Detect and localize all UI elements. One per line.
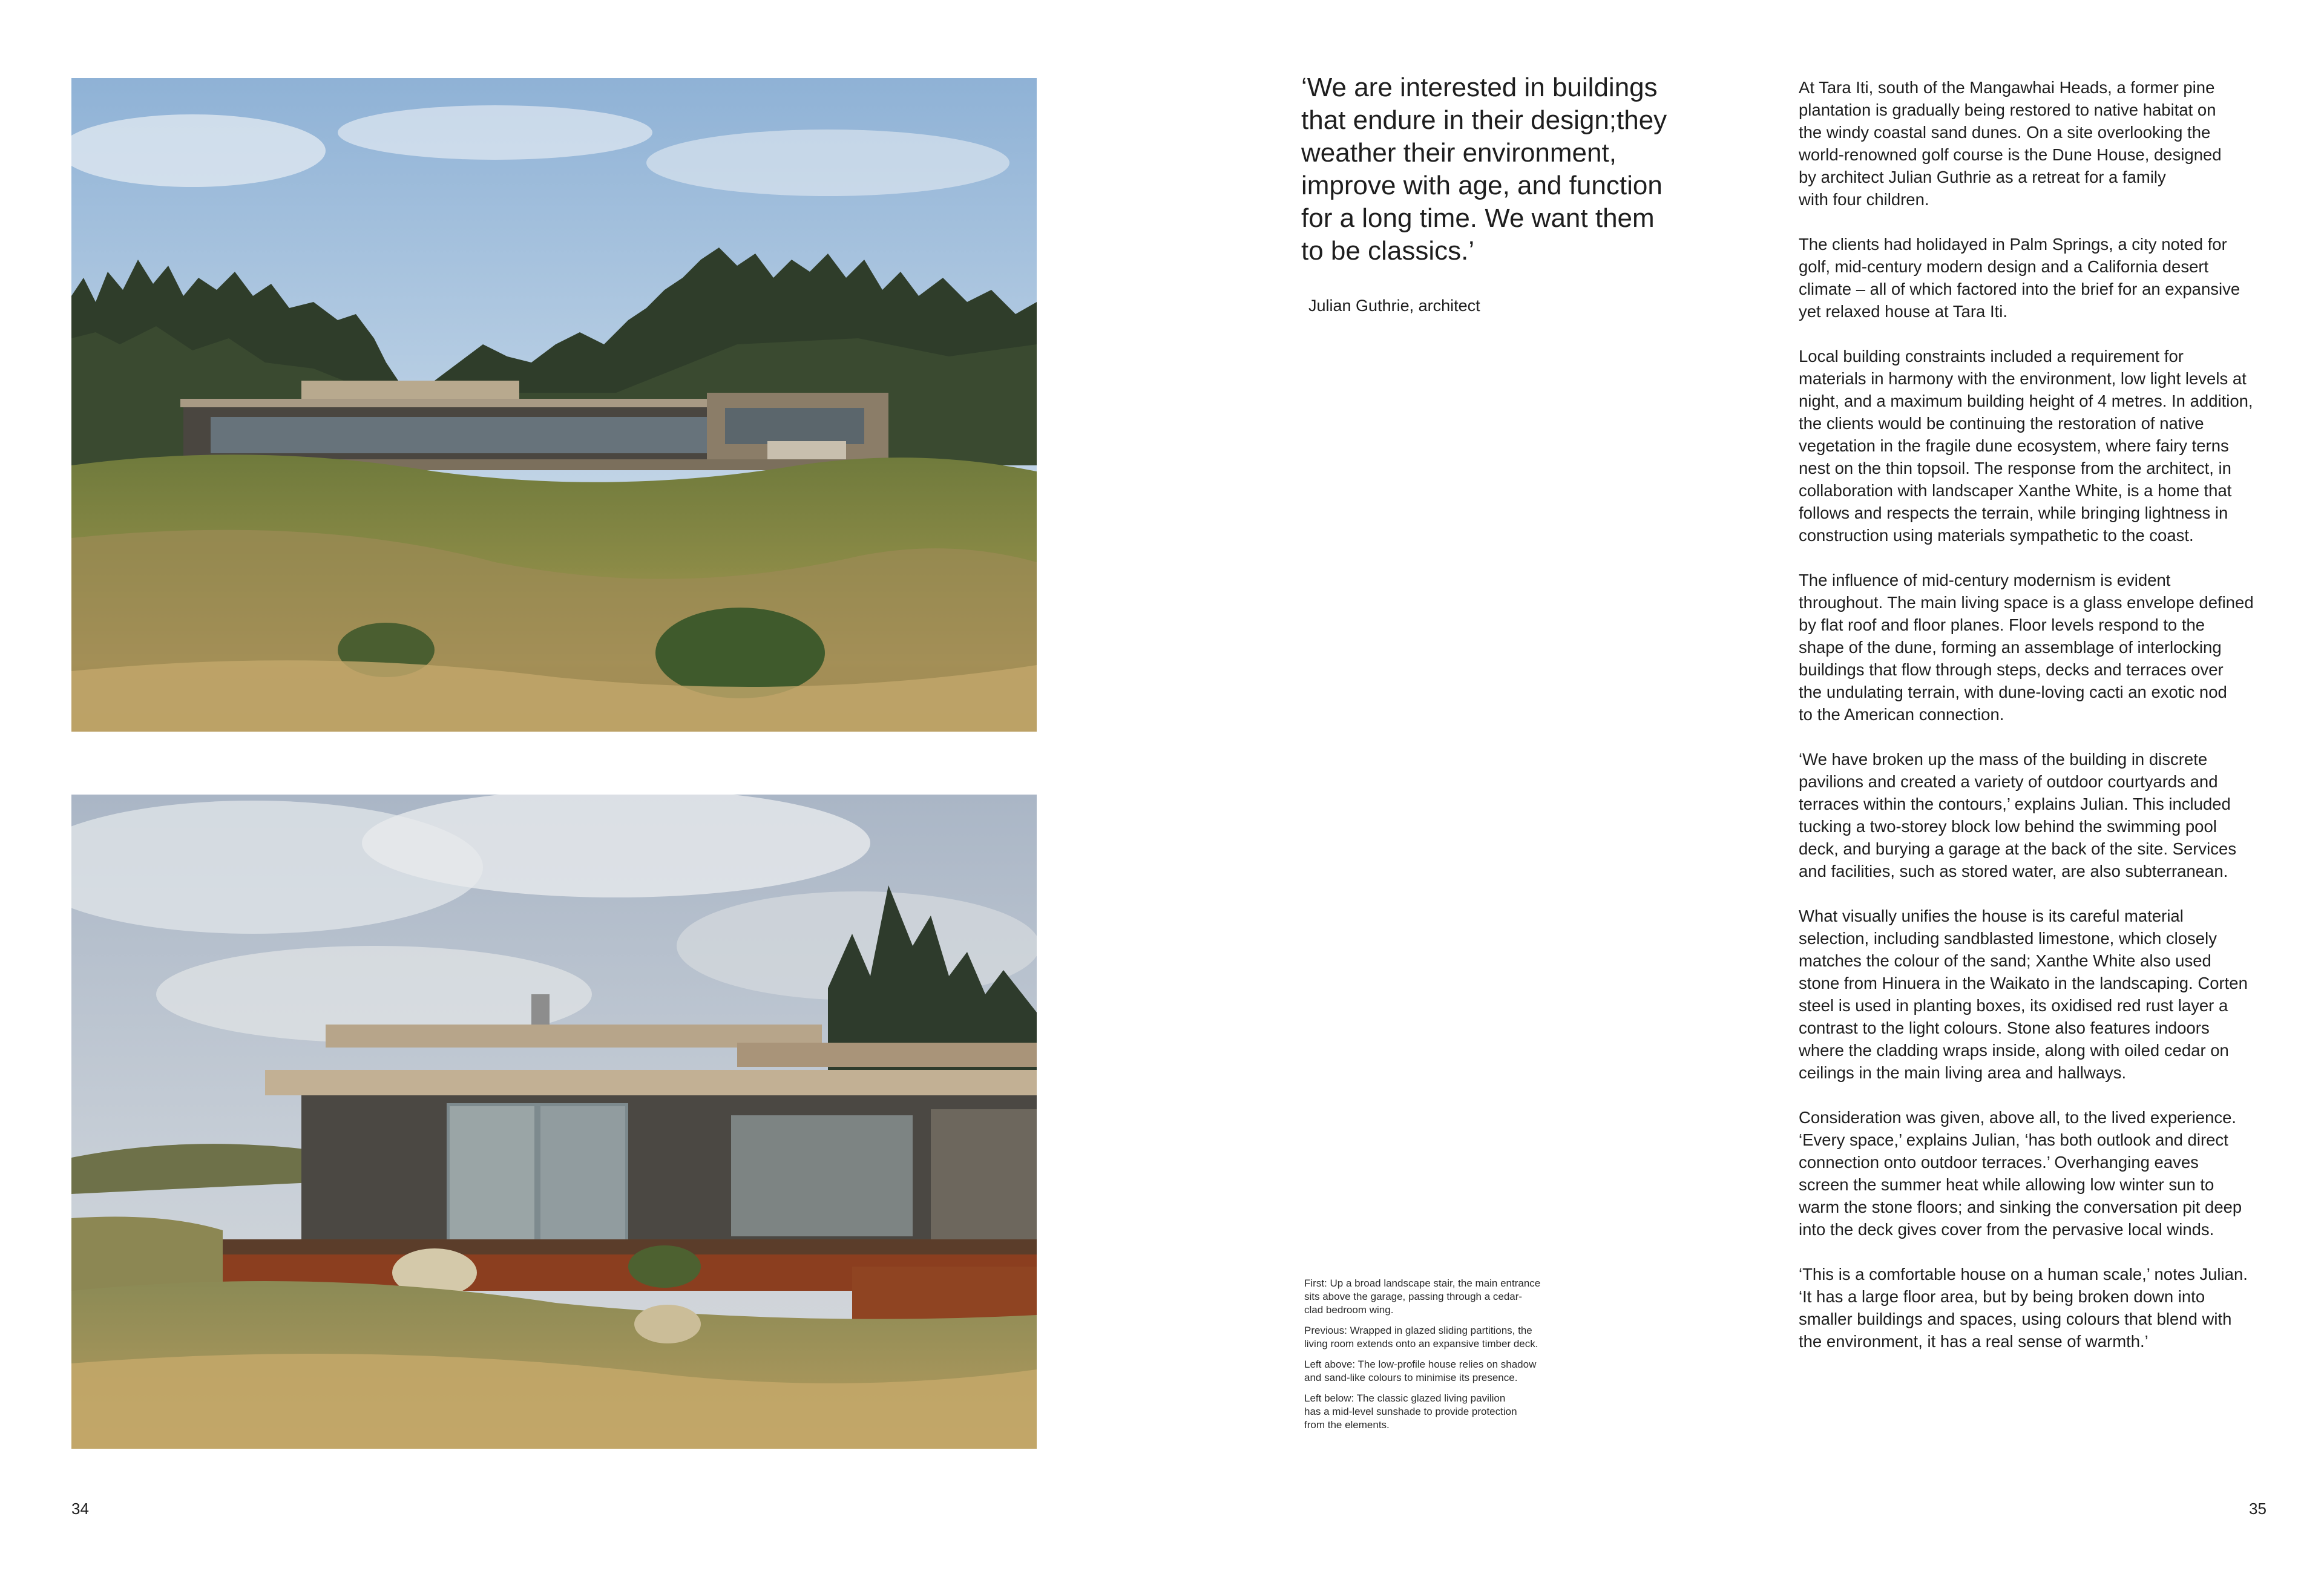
dune-house-landscape-image (71, 78, 1037, 732)
photo-captions (1304, 1277, 1589, 1439)
body-paragraph: ‘We have broken up the mass of the building in discrete pavilions and created a variety of outdoor courtyards and terraces within the contours,’ explains Julian. This included tucking a two-storey block low behind the swimming pool deck, and burying a garage at the back of the site. Services and facilities, such as stored water, are also subterranean. (1799, 750, 2237, 880)
body-paragraph: At Tara Iti, south of the Mangawhai Heads, a former pine plantation is gradually being restored to native habitat on the windy coastal sand dunes. On a site overlooking the world-renowned golf course is the Dune House, designed by architect Julian Guthrie as a retreat for a family with four children. (1799, 78, 2222, 209)
photo-glazed-living-pavilion (71, 795, 1037, 1449)
page-number-left: 34 (71, 1500, 89, 1518)
caption-left-below: Left below: The classic glazed living pavilion has a mid-level sunshade to provide protection from the elements. (1304, 1392, 1517, 1431)
caption-first: First: Up a broad landscape stair, the main entrance sits above the garage, passing through a cedar- clad bedroom wing. (1304, 1277, 1541, 1316)
body-paragraph: ‘This is a comfortable house on a human scale,’ notes Julian. ‘It has a large floor area, but by being broken down into smaller buildings and spaces, using colours that blend with the environment, it has a real sense of warmth.’ (1799, 1265, 2248, 1351)
body-paragraph: Consideration was given, above all, to the lived experience. ‘Every space,’ explains Julian, ‘has both outlook and direct connection onto outdoor terraces.’ Overhanging eaves screen the summer heat while allowing low winter sun to warm the stone floors; and sinking the conversation pit deep into the deck gives cover from the pervasive local winds. (1799, 1108, 2242, 1239)
body-paragraph: The influence of mid-century modernism is evident throughout. The main living space is a glass envelope defined by flat roof and floor planes. Floor levels respond to the shape of the dune, forming an assemblage of interlocking buildings that flow through steps, decks and terraces over the undulating terrain, with dune-loving cacti an exotic nod to the American connection. (1799, 571, 2254, 724)
page-number-right: 35 (2249, 1500, 2267, 1518)
caption-left-above: Left above: The low-profile house relies on shadow and sand-like colours to minimise its presence. (1304, 1359, 1537, 1383)
quote-attribution: Julian Guthrie, architect (1308, 297, 1480, 315)
body-paragraph: Local building constraints included a requirement for materials in harmony with the environment, low light levels at night, and a maximum building height of 4 metres. In addition, the clients would be continuing the restoration of native vegetation in the fragile dune ecosystem, where fairy terns nest on the thin topsoil. The response from the architect, in collaboration with landscaper Xanthe White, is a home that follows and respects the terrain, while bringing lightness in construction using materials sympathetic to the coast. (1799, 347, 2253, 545)
body-paragraph: The clients had holidayed in Palm Springs, a city noted for golf, mid-century modern design and a California desert climate – all of which factored into the brief for an expansive yet relaxed house at Tara Iti. (1799, 235, 2240, 321)
pull-quote: ‘We are interested in buildings that endure in their design;they weather their environment, improve with age, and function for a long time. We want them to be classics.’ (1301, 73, 1667, 266)
body-text-column (1799, 76, 2271, 1375)
photo-dune-house-exterior (71, 78, 1037, 732)
body-paragraph: What visually unifies the house is its careful material selection, including sandblasted limestone, which closely matches the colour of the sand; Xanthe White also used stone from Hinuera in the Waikato in the landscaping. Corten steel is used in planting boxes, its oxidised red rust layer a contrast to the light colours. Stone also features indoors where the cladding wraps inside, along with oiled cedar on ceilings in the main living area and hallways. (1799, 907, 2248, 1082)
caption-previous: Previous: Wrapped in glazed sliding partitions, the living room extends onto an expansive timber deck. (1304, 1325, 1538, 1349)
glazed-pavilion-image (71, 795, 1037, 1449)
